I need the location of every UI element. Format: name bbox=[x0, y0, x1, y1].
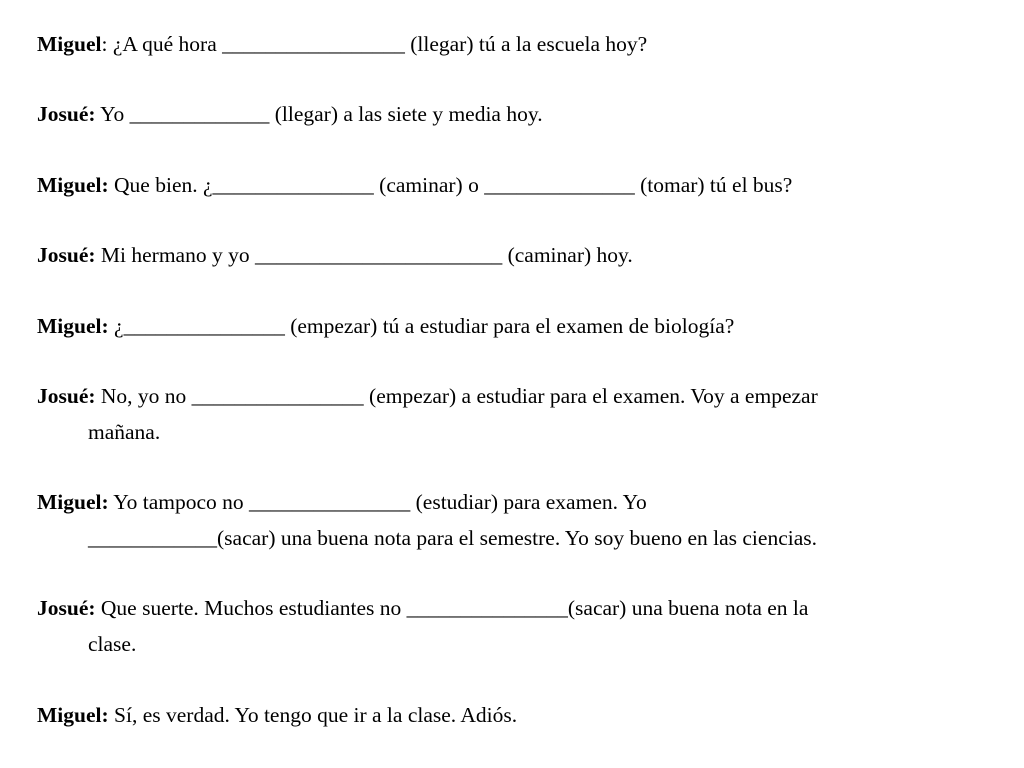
speaker-name: Josué: bbox=[37, 243, 96, 267]
dialogue-text: Que bien. ¿_______________ (caminar) o ______________ (tomar) tú el bus? bbox=[114, 173, 793, 197]
speaker-name: Miguel: bbox=[37, 314, 109, 338]
speaker-name: Miguel: bbox=[37, 490, 109, 514]
dialogue-line bbox=[37, 237, 633, 273]
dialogue-text: Mi hermano y yo _______________________ (caminar) hoy. bbox=[100, 243, 633, 267]
dialogue-text: ¿A qué hora _________________ (llegar) tú a la escuela hoy? bbox=[112, 32, 648, 56]
dialogue-text: Yo tampoco no _______________ (estudiar) para examen. Yo bbox=[113, 490, 647, 514]
dialogue-line bbox=[37, 26, 647, 62]
speaker-name: Miguel bbox=[37, 32, 102, 56]
dialogue-text: Sí, es verdad. Yo tengo que ir a la clase. Adiós. bbox=[114, 703, 518, 727]
dialogue-line bbox=[37, 167, 792, 203]
dialogue-text: Yo _____________ (llegar) a las siete y media hoy. bbox=[100, 102, 543, 126]
dialogue-text: ¿_______________ (empezar) tú a estudiar para el examen de biología? bbox=[114, 314, 735, 338]
dialogue-line bbox=[37, 308, 734, 344]
dialogue-line bbox=[37, 378, 818, 414]
speaker-name: Josué: bbox=[37, 596, 96, 620]
dialogue-text: No, yo no ________________ (empezar) a estudiar para el examen. Voy a empezar bbox=[100, 384, 818, 408]
speaker-name: Miguel: bbox=[37, 703, 109, 727]
dialogue-line bbox=[37, 590, 808, 626]
dialogue-line bbox=[37, 96, 543, 132]
speaker-separator: : bbox=[101, 32, 113, 56]
speaker-name: Josué: bbox=[37, 384, 96, 408]
dialogue-continuation: ____________(sacar) una buena nota para el semestre. Yo soy bueno en las ciencias. bbox=[88, 526, 817, 550]
dialogue-line bbox=[37, 484, 647, 520]
dialogue-line bbox=[37, 697, 517, 733]
speaker-name: Josué: bbox=[37, 102, 96, 126]
dialogue-continuation: mañana. bbox=[88, 420, 161, 444]
dialogue-continuation: clase. bbox=[88, 632, 137, 656]
dialogue-text: Que suerte. Muchos estudiantes no _______________(sacar) una buena nota en la bbox=[100, 596, 809, 620]
speaker-name: Miguel: bbox=[37, 173, 109, 197]
